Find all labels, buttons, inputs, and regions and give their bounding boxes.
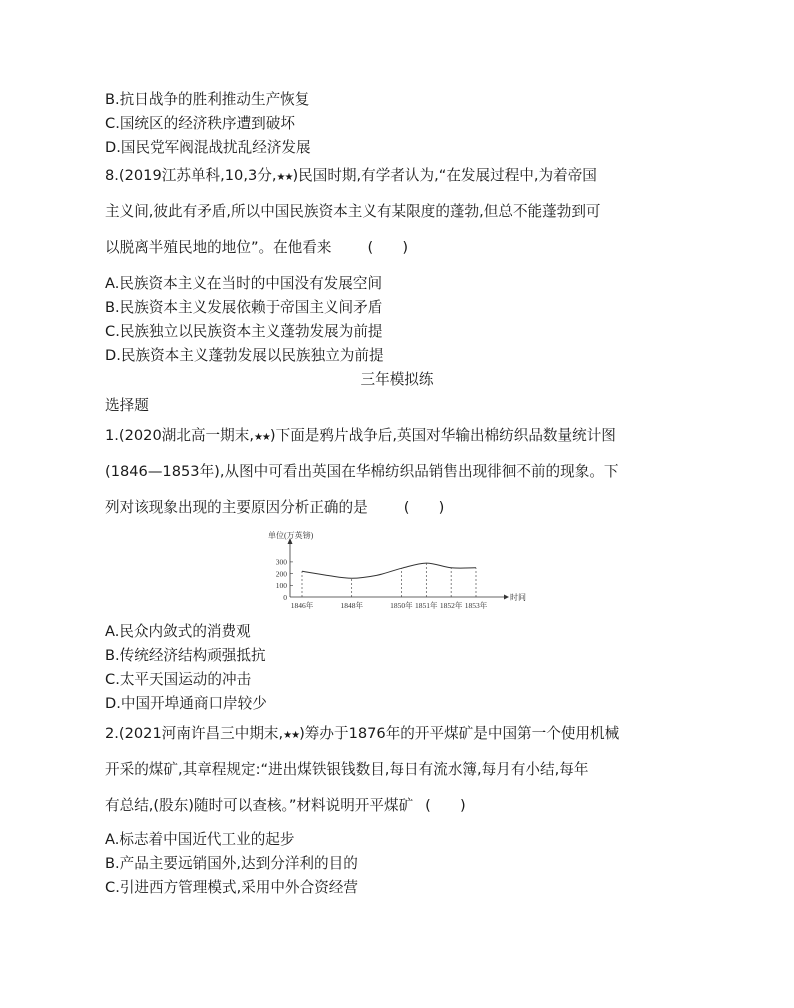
section-title: 三年模拟练 bbox=[360, 371, 434, 388]
question-2-option-c: C.引进西方管理模式,采用中外合资经营 bbox=[105, 879, 358, 896]
question-2-option-a: A.标志着中国近代工业的起步 bbox=[105, 831, 295, 848]
question-8-stem-line-2: 主义间,彼此有矛盾,所以中国民族资本主义有某限度的蓬勃,但总不能蓬勃到可 bbox=[105, 203, 601, 220]
question-8-option-b: B.民族资本主义发展依赖于帝国主义间矛盾 bbox=[105, 299, 383, 316]
question-8-option-c: C.民族独立以民族资本主义蓬勃发展为前提 bbox=[105, 323, 383, 340]
question-text: )筹办于1876年的开平煤矿是中国第一个使用机械 bbox=[299, 725, 620, 742]
option-d: D.国民党军阀混战扰乱经济发展 bbox=[105, 139, 311, 156]
y-tick-label: 100 bbox=[275, 581, 287, 591]
question-1-option-d: D.中国开埠通商口岸较少 bbox=[105, 695, 267, 712]
question-8-option-a: A.民族资本主义在当时的中国没有发展空间 bbox=[105, 275, 383, 292]
x-axis-label: 时间 bbox=[510, 593, 526, 602]
chart-axes bbox=[268, 530, 526, 602]
option-b: B.抗日战争的胜利推动生产恢复 bbox=[105, 91, 310, 108]
question-2-option-b: B.产品主要远销国外,达到分洋利的目的 bbox=[105, 855, 358, 872]
question-2-stem-line-2: 开采的煤矿,其章程规定:“进出煤铁银钱数目,每日有流水簿,每月有小结,每年 bbox=[105, 761, 589, 778]
question-1-stem-line-3 bbox=[105, 498, 444, 518]
y-axis-label: 单位(万英镑) bbox=[268, 531, 314, 540]
x-tick-label: 1852年 bbox=[439, 601, 463, 610]
x-axis-arrow-icon bbox=[504, 595, 509, 600]
y-tick-label: 200 bbox=[275, 569, 287, 579]
question-2-stem-line-3 bbox=[105, 796, 466, 816]
x-tick-label: 1853年 bbox=[464, 601, 488, 610]
answer-blank: ( ) bbox=[367, 239, 409, 256]
series-line bbox=[302, 563, 476, 578]
x-tick-label: 1848年 bbox=[340, 601, 363, 610]
chart-marks bbox=[276, 558, 488, 610]
x-tick-label: 1846年 bbox=[290, 601, 314, 610]
answer-blank: ( ) bbox=[425, 797, 466, 814]
question-1-option-b: B.传统经济结构顽强抵抗 bbox=[105, 647, 266, 664]
y-tick-label: 0 bbox=[283, 592, 287, 602]
question-8-stem-line-1 bbox=[105, 166, 597, 188]
x-tick-label: 1851年 bbox=[415, 601, 438, 610]
question-8-option-d: D.民族资本主义蓬勃发展以民族独立为前提 bbox=[105, 347, 384, 364]
y-tick-label: 300 bbox=[275, 557, 287, 567]
question-1-option-a: A.民众内敛式的消费观 bbox=[105, 623, 251, 640]
question-1-stem-line-2: (1846—1853年),从图中可看出英国在华棉纺织品销售出现徘徊不前的现象。下 bbox=[105, 463, 619, 480]
difficulty-star-icon: ★★ bbox=[276, 172, 293, 183]
question-2-stem-line-1 bbox=[105, 724, 619, 746]
option-c: C.国统区的经济秩序遭到破坏 bbox=[105, 115, 295, 132]
question-source: 8.(2019江苏单科,10,3分, bbox=[105, 167, 277, 184]
question-text: 列对该现象出现的主要原因分析正确的是 bbox=[105, 499, 368, 516]
difficulty-star-icon: ★★ bbox=[283, 730, 300, 741]
x-tick-label: 1850年 bbox=[390, 601, 413, 610]
question-text: 以脱离半殖民地的地位”。在他看来 bbox=[105, 239, 332, 256]
question-source: 1.(2020湖北高一期末, bbox=[105, 427, 254, 444]
question-text: )民国时期,有学者认为,“在发展过程中,为着帝国 bbox=[292, 167, 597, 184]
cotton-export-chart bbox=[266, 529, 536, 611]
question-source: 2.(2021河南许昌三中期末, bbox=[105, 725, 284, 742]
subsection-title: 选择题 bbox=[105, 397, 149, 414]
question-8-stem-line-3 bbox=[105, 238, 408, 258]
difficulty-star-icon: ★★ bbox=[253, 432, 270, 443]
question-text: )下面是鸦片战争后,英国对华输出棉纺织品数量统计图 bbox=[269, 427, 616, 444]
question-1-stem-line-1 bbox=[105, 426, 616, 448]
answer-blank: ( ) bbox=[403, 499, 445, 516]
question-text: 有总结,(股东)随时可以查核。”材料说明开平煤矿 bbox=[105, 797, 414, 814]
question-1-option-c: C.太平天国运动的冲击 bbox=[105, 671, 252, 688]
